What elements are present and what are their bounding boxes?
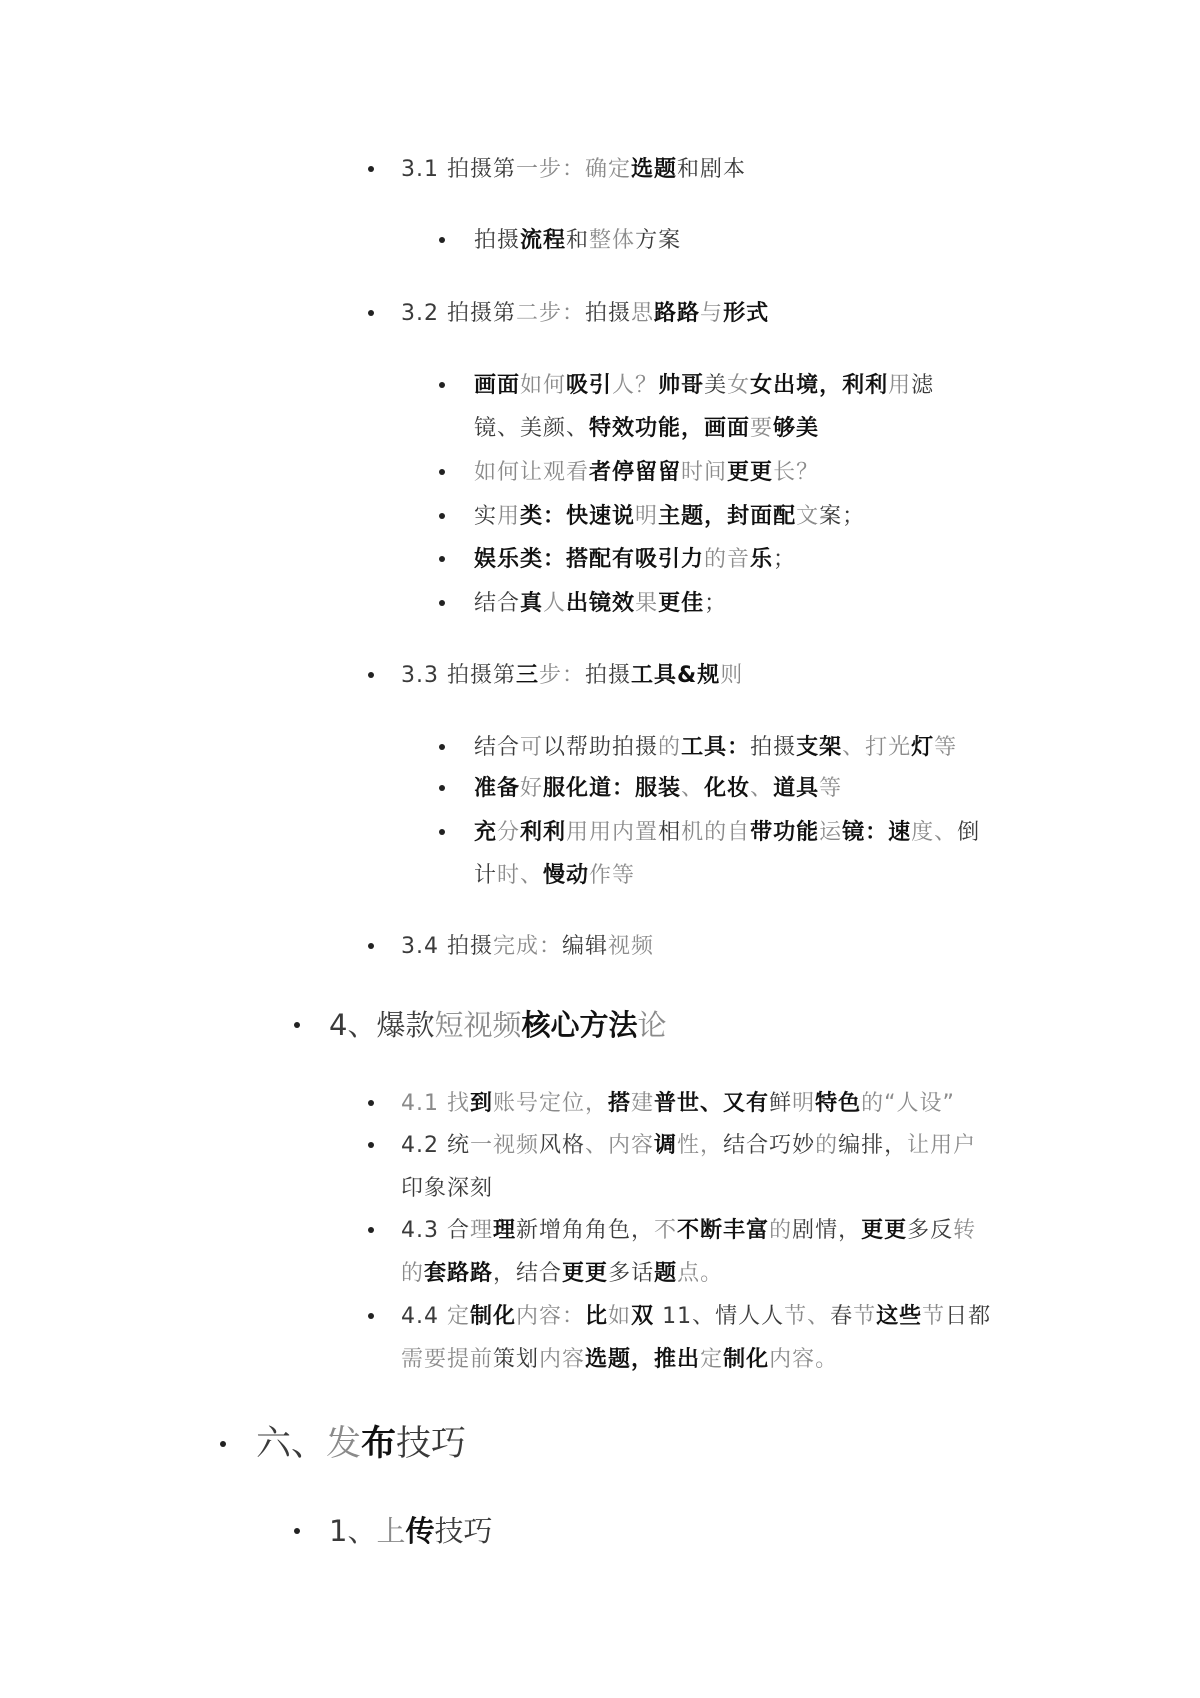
text-segment: 如何让观看 bbox=[474, 459, 590, 485]
text-segment: 如 bbox=[608, 1303, 632, 1329]
text-segment: 题 bbox=[654, 1260, 678, 1286]
list-item bbox=[474, 811, 980, 897]
text-segment: 制化 bbox=[723, 1346, 770, 1372]
text-segment: 明 bbox=[792, 1090, 816, 1116]
text-segment: 4.4 bbox=[401, 1303, 447, 1329]
text-segment: 套路路 bbox=[424, 1260, 494, 1286]
text-segment: 用 bbox=[888, 372, 912, 398]
bullet-icon bbox=[368, 672, 374, 678]
text-segment: 春 bbox=[830, 1303, 854, 1329]
text-segment: 理 bbox=[493, 1217, 517, 1243]
text-segment: 可 bbox=[520, 734, 544, 760]
text-segment: 论 bbox=[637, 1008, 667, 1042]
text-segment: 以帮助拍摄 bbox=[543, 734, 659, 760]
text-segment: 、打光 bbox=[842, 734, 912, 760]
text-segment: 美 bbox=[704, 372, 728, 398]
text-segment: 完成： bbox=[492, 933, 562, 959]
text-segment: 风格 bbox=[539, 1132, 586, 1158]
text-segment: 技巧 bbox=[434, 1514, 493, 1548]
text-segment: 策划 bbox=[493, 1346, 540, 1372]
text-segment: ； bbox=[773, 546, 797, 572]
text-segment: 步： bbox=[539, 662, 586, 688]
text-segment: 道具 bbox=[773, 775, 820, 801]
list-item bbox=[401, 654, 743, 697]
text-segment: 思 bbox=[631, 300, 655, 326]
list-item bbox=[329, 1002, 667, 1048]
text-segment: 1、 bbox=[329, 1514, 377, 1548]
text-segment: 与 bbox=[700, 300, 724, 326]
text-segment: 3.3 拍摄第 bbox=[401, 662, 516, 688]
text-segment: 二步： bbox=[515, 300, 585, 326]
text-segment: 技巧 bbox=[396, 1424, 467, 1464]
text-segment: 11、情人人 bbox=[654, 1303, 785, 1329]
text-segment: 双 bbox=[631, 1303, 655, 1329]
text-segment: 画面 bbox=[474, 372, 521, 398]
list-item bbox=[474, 364, 934, 450]
bullet-icon bbox=[439, 600, 445, 606]
text-segment: 化妆 bbox=[704, 775, 751, 801]
text-segment: 核心方法 bbox=[521, 1008, 638, 1042]
text-segment: 主题，封面配 bbox=[658, 503, 797, 529]
text-segment: ； bbox=[704, 590, 728, 616]
text-segment: 节 bbox=[922, 1303, 946, 1329]
bullet-icon bbox=[368, 166, 374, 172]
text-segment: 长？ bbox=[773, 459, 820, 485]
text-segment: 多反 bbox=[907, 1217, 954, 1243]
text-segment: 六、 bbox=[256, 1424, 327, 1464]
list-item bbox=[401, 925, 654, 968]
list-item bbox=[474, 582, 727, 625]
text-segment: 文 bbox=[796, 503, 820, 529]
text-segment: 滤 镜、美颜、 bbox=[474, 372, 935, 441]
text-segment: 的“人设” bbox=[861, 1090, 955, 1116]
text-segment: 节、 bbox=[784, 1303, 831, 1329]
list-item bbox=[401, 292, 769, 335]
text-segment: 的 bbox=[815, 1132, 839, 1158]
text-segment: 用用内置 bbox=[566, 819, 659, 845]
text-segment: 不 bbox=[654, 1217, 678, 1243]
text-segment: 定 bbox=[700, 1346, 724, 1372]
text-segment: 选题 bbox=[631, 156, 678, 182]
text-segment: 特色 bbox=[815, 1090, 862, 1116]
text-segment: 真 bbox=[520, 590, 544, 616]
text-segment: 案； bbox=[819, 503, 866, 529]
bullet-icon bbox=[439, 382, 445, 388]
text-segment: 鲜 bbox=[769, 1090, 793, 1116]
text-segment: 吸引 bbox=[566, 372, 613, 398]
list-item bbox=[474, 538, 796, 581]
text-segment: 新增角角色， bbox=[516, 1217, 655, 1243]
text-segment: 方案 bbox=[635, 227, 682, 253]
text-segment: 结合 bbox=[474, 590, 521, 616]
text-segment: 三 bbox=[515, 662, 539, 688]
bullet-icon bbox=[439, 744, 445, 750]
bullet-icon bbox=[220, 1441, 226, 1447]
text-segment: 一步：确定 bbox=[515, 156, 631, 182]
text-segment: 倒 计 bbox=[474, 819, 981, 888]
text-segment: 形式 bbox=[723, 300, 770, 326]
bullet-icon bbox=[294, 1528, 300, 1534]
bullet-icon bbox=[439, 785, 445, 791]
text-segment: 发 bbox=[326, 1424, 362, 1464]
text-segment: 类：快速说 bbox=[520, 503, 636, 529]
text-segment: 节 bbox=[853, 1303, 877, 1329]
list-item bbox=[474, 451, 819, 494]
text-segment: 的 bbox=[769, 1217, 793, 1243]
text-segment: 带功能 bbox=[750, 819, 820, 845]
text-segment: 结合 bbox=[474, 734, 521, 760]
text-segment: 、 bbox=[681, 775, 705, 801]
text-segment: 定 bbox=[446, 1303, 470, 1329]
list-item bbox=[474, 767, 842, 810]
list-item bbox=[401, 1082, 955, 1125]
list-item bbox=[474, 219, 681, 262]
text-segment: 3.2 拍摄第 bbox=[401, 300, 516, 326]
text-segment: 实 bbox=[474, 503, 498, 529]
text-segment: 编排， bbox=[838, 1132, 908, 1158]
text-segment: 用 bbox=[497, 503, 521, 529]
text-segment: 慢动 bbox=[543, 862, 590, 888]
text-segment: 作等 bbox=[589, 862, 636, 888]
list-item bbox=[401, 148, 746, 191]
text-segment: 账号定位， bbox=[493, 1090, 609, 1116]
text-segment: 相 bbox=[658, 819, 682, 845]
text-segment: 出镜效 bbox=[566, 590, 636, 616]
text-segment: 日都 bbox=[945, 1303, 992, 1329]
text-segment: 要 bbox=[750, 415, 774, 441]
text-segment: 娱乐类：搭配有吸引力 bbox=[474, 546, 705, 572]
text-segment: 明 bbox=[635, 503, 659, 529]
text-segment: 拍摄 bbox=[585, 300, 632, 326]
text-segment: 更佳 bbox=[658, 590, 705, 616]
bullet-icon bbox=[439, 556, 445, 562]
text-segment: 充 bbox=[474, 819, 498, 845]
text-segment: 工具： bbox=[681, 734, 751, 760]
bullet-icon bbox=[439, 513, 445, 519]
text-segment: 布 bbox=[361, 1424, 397, 1464]
text-segment: 调 bbox=[654, 1132, 678, 1158]
text-segment: 女 bbox=[727, 372, 751, 398]
list-item bbox=[329, 1508, 493, 1554]
text-segment: 短视频 bbox=[434, 1008, 522, 1042]
text-segment: 度、 bbox=[911, 819, 958, 845]
text-segment: 特效功能，画面 bbox=[589, 415, 751, 441]
text-segment: 更更 bbox=[861, 1217, 908, 1243]
text-segment: 3.1 拍摄第 bbox=[401, 156, 516, 182]
text-segment: 果 bbox=[635, 590, 659, 616]
text-segment: 比 bbox=[585, 1303, 609, 1329]
text-segment: 4.1 找 bbox=[401, 1090, 470, 1116]
bullet-icon bbox=[368, 1313, 374, 1319]
list-item bbox=[401, 1124, 976, 1210]
text-segment: 3.4 拍摄 bbox=[401, 933, 493, 959]
text-segment: 搭 bbox=[608, 1090, 632, 1116]
list-item bbox=[401, 1209, 976, 1295]
text-segment: 一视频 bbox=[469, 1132, 539, 1158]
text-segment: 时、 bbox=[497, 862, 544, 888]
text-segment: 需要提前 bbox=[401, 1346, 494, 1372]
text-segment: 运 bbox=[819, 819, 843, 845]
text-segment: 拍摄 bbox=[585, 662, 632, 688]
text-segment: 时间 bbox=[681, 459, 728, 485]
text-segment: 分 bbox=[497, 819, 521, 845]
text-segment: 更更 bbox=[727, 459, 774, 485]
list-item bbox=[474, 726, 957, 769]
text-segment: 流程 bbox=[520, 227, 567, 253]
bullet-icon bbox=[439, 829, 445, 835]
text-segment: 准备 bbox=[474, 775, 521, 801]
text-segment: 利利 bbox=[520, 819, 567, 845]
text-segment: 的音 bbox=[704, 546, 751, 572]
text-segment: 、内容 bbox=[585, 1132, 655, 1158]
text-segment: 帅哥 bbox=[658, 372, 705, 398]
text-segment: 建 bbox=[631, 1090, 655, 1116]
text-segment: 等 bbox=[819, 775, 843, 801]
text-segment: 整体 bbox=[589, 227, 636, 253]
text-segment: 理 bbox=[469, 1217, 493, 1243]
text-segment: 不断丰富 bbox=[677, 1217, 770, 1243]
text-segment: 多话 bbox=[608, 1260, 655, 1286]
text-segment: 等 bbox=[934, 734, 958, 760]
text-segment: 者停留留 bbox=[589, 459, 682, 485]
text-segment: 4.2 统 bbox=[401, 1132, 470, 1158]
text-segment: 拍摄 bbox=[750, 734, 797, 760]
text-segment: 内容。 bbox=[769, 1346, 839, 1372]
bullet-icon bbox=[368, 1142, 374, 1148]
text-segment: 到 bbox=[469, 1090, 493, 1116]
text-segment: 人 bbox=[543, 590, 567, 616]
text-segment: 印象深刻 bbox=[401, 1175, 494, 1201]
text-segment: 点。 bbox=[677, 1260, 724, 1286]
bullet-icon bbox=[368, 943, 374, 949]
text-segment: 视频 bbox=[608, 933, 655, 959]
text-segment: 结合巧妙 bbox=[723, 1132, 816, 1158]
text-segment: 的 bbox=[658, 734, 682, 760]
bullet-icon bbox=[368, 1100, 374, 1106]
bullet-icon bbox=[294, 1022, 300, 1028]
text-segment: 女出境，利利 bbox=[750, 372, 889, 398]
text-segment: 更更 bbox=[562, 1260, 609, 1286]
text-segment: 服化道：服装 bbox=[543, 775, 682, 801]
text-segment: 支架 bbox=[796, 734, 843, 760]
text-segment: 工具&规 bbox=[631, 662, 721, 688]
text-segment: 乐 bbox=[750, 546, 774, 572]
text-segment: 编辑 bbox=[562, 933, 609, 959]
bullet-icon bbox=[439, 237, 445, 243]
text-segment: 够美 bbox=[773, 415, 820, 441]
text-segment: 制化 bbox=[470, 1303, 517, 1329]
text-segment: 和剧本 bbox=[677, 156, 747, 182]
text-segment: 上 bbox=[376, 1514, 406, 1548]
text-segment: 传 bbox=[405, 1514, 435, 1548]
text-segment: 和 bbox=[566, 227, 590, 253]
text-segment: 则 bbox=[720, 662, 744, 688]
text-segment: 这些 bbox=[876, 1303, 923, 1329]
text-segment: 内容 bbox=[539, 1346, 586, 1372]
text-segment: 拍摄 bbox=[474, 227, 521, 253]
text-segment: 4.3 合 bbox=[401, 1217, 470, 1243]
text-segment: 内容： bbox=[516, 1303, 586, 1329]
bullet-icon bbox=[368, 310, 374, 316]
text-segment: 4、爆款 bbox=[329, 1008, 435, 1042]
text-segment: 机的自 bbox=[681, 819, 751, 845]
text-segment: 镜：速 bbox=[842, 819, 912, 845]
text-segment: ，结合 bbox=[493, 1260, 563, 1286]
text-segment: 人？ bbox=[612, 372, 659, 398]
text-segment: 、 bbox=[750, 775, 774, 801]
list-item bbox=[474, 495, 865, 538]
bullet-icon bbox=[368, 1227, 374, 1233]
text-segment: 好 bbox=[520, 775, 544, 801]
text-segment: 剧情， bbox=[792, 1217, 862, 1243]
list-item bbox=[256, 1419, 466, 1469]
text-segment: 普世、又有 bbox=[654, 1090, 770, 1116]
text-segment: 转 的 bbox=[401, 1217, 977, 1286]
list-item bbox=[401, 1295, 991, 1381]
text-segment: 如何 bbox=[520, 372, 567, 398]
text-segment: 路路 bbox=[654, 300, 701, 326]
bullet-icon bbox=[439, 469, 445, 475]
text-segment: 性， bbox=[677, 1132, 724, 1158]
text-segment: 选题，推出 bbox=[585, 1346, 701, 1372]
text-segment: 灯 bbox=[911, 734, 935, 760]
text-segment: 让用户 bbox=[907, 1132, 977, 1158]
